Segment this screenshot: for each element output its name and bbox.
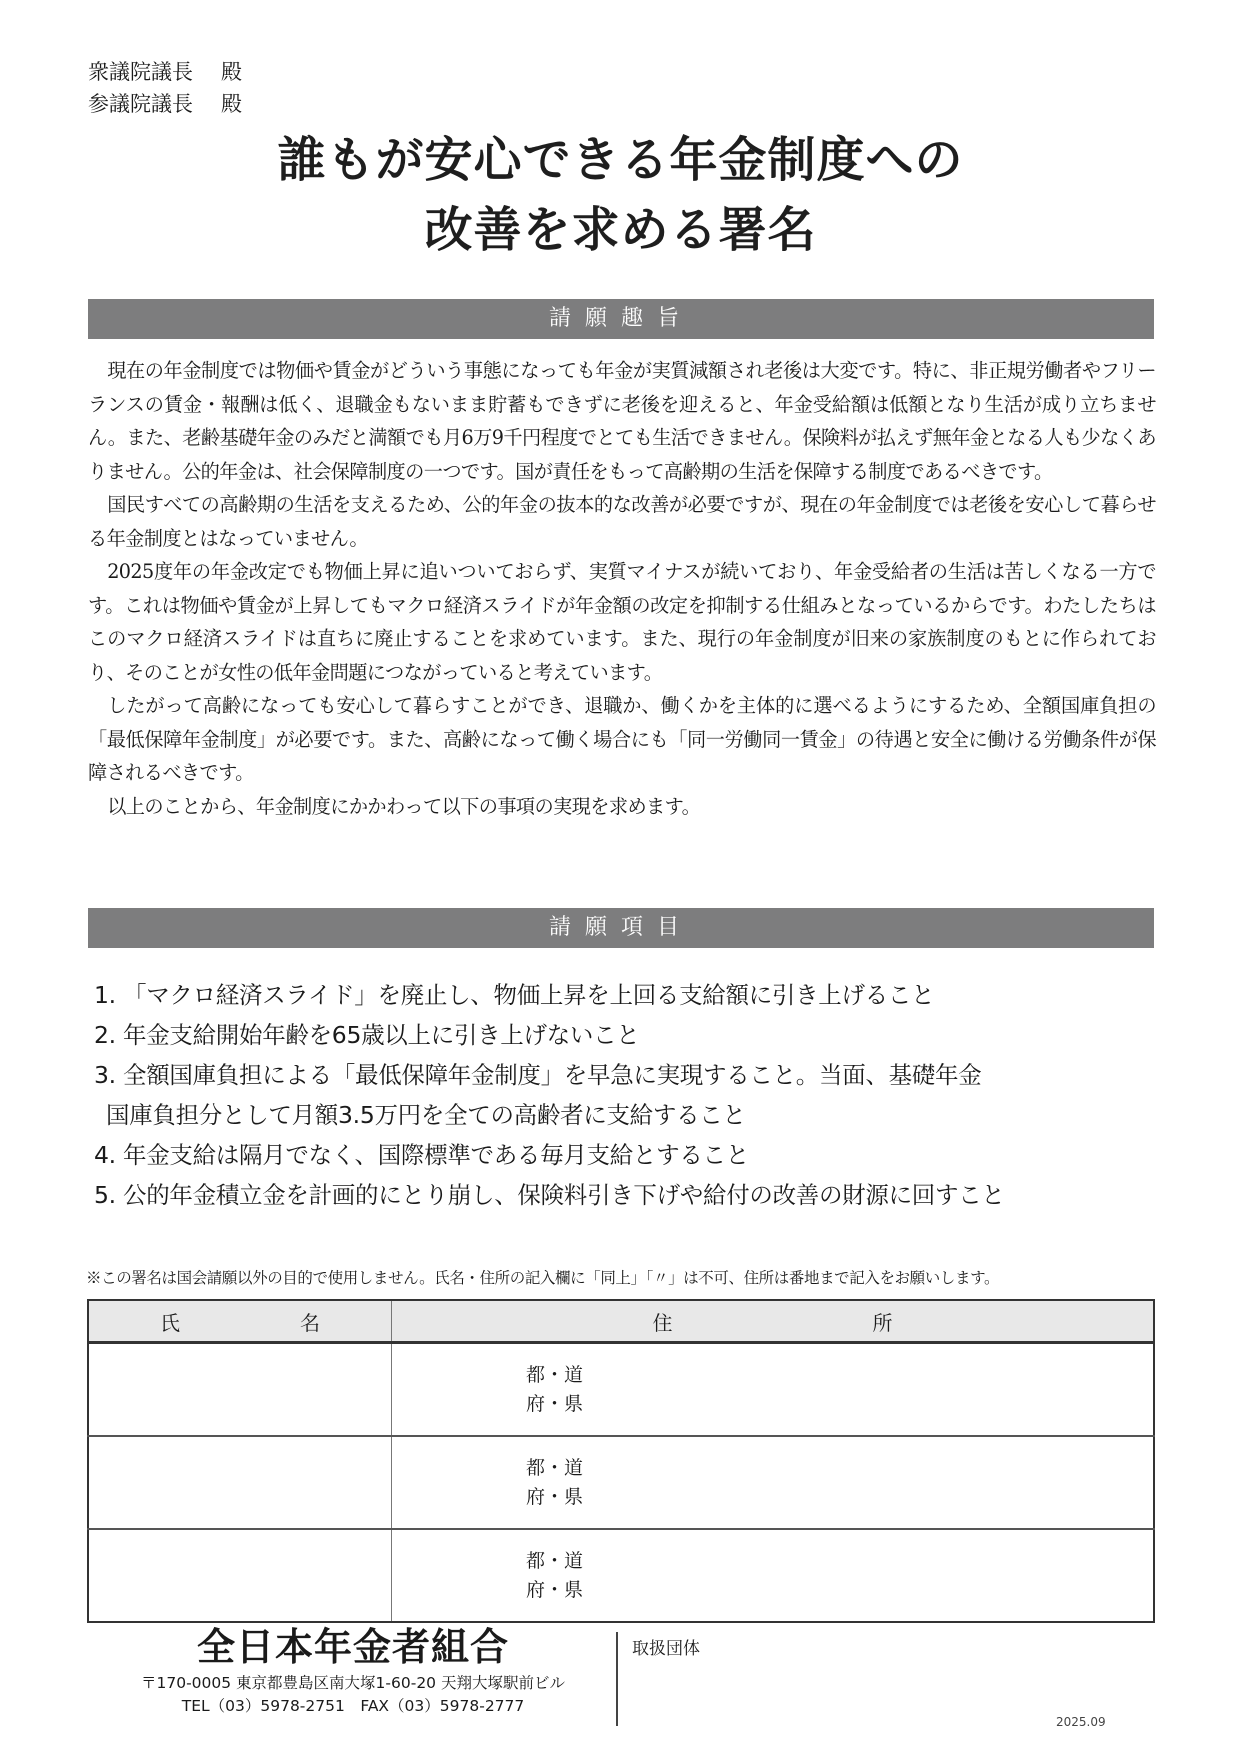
table-row — [88, 1529, 1154, 1622]
petition-items-list — [94, 975, 1164, 1215]
name-field[interactable] — [88, 1529, 392, 1622]
list-item: 1. 「マクロ経済スライド」を廃止し、物価上昇を上回る支給額に引き上げること — [94, 981, 935, 1009]
usage-note: ※この署名は国会請願以外の目的で使用しません。氏名・住所の記入欄に「同上」「〃」は不可、住所は番地まで記入をお願いします。 — [86, 1269, 1000, 1287]
list-item-continuation: 国庫負担分として月額3.5万円を全ての高齢者に支給すること — [106, 1101, 746, 1129]
title-line-2: 改善を求める署名 — [424, 202, 817, 258]
addressee-house-of-councillors: 参議院議長 殿 — [88, 92, 242, 116]
petition-purpose-text — [88, 354, 1156, 823]
paragraph: 2025度年の年金改定でも物価上昇に追いついておらず、実質マイナスが続いており、年金受給者の生活は苦しくなる一方です。これは物価や賃金が上昇してもマクロ経済スライドが年金額の改定を抑制する仕組みとなっているからです。わたしたちはこのマクロ経済スライドは直ちに廃止することを求めています。また、現行の年金制度が旧来の家族制度のもとに作られており、そのことが女性の低年金問題につながっていると考えています。 — [88, 560, 1156, 684]
handler-label: 取扱団体 — [632, 1639, 700, 1659]
address-field[interactable]: 都・道 府・県 — [392, 1436, 1155, 1529]
table-row — [88, 1436, 1154, 1529]
list-item: 3. 全額国庫負担による「最低保障年金制度」を早急に実現すること。当面、基礎年金 — [94, 1061, 982, 1089]
list-item: 5. 公的年金積立金を計画的にとり崩し、保険料引き下げや給付の改善の財源に回すこと — [94, 1181, 1005, 1209]
issue-date: 2025.09 — [1056, 1715, 1106, 1729]
list-item: 4. 年金支給は隔月でなく、国際標準である毎月支給とすること — [94, 1141, 749, 1169]
paragraph: 現在の年金制度では物価や賃金がどういう事態になっても年金が実質減額され老後は大変です。特に、非正規労働者やフリーランスの賃金・報酬は低く、退職金もないまま貯蓄もできずに老後を迎えると、年金受給額は低額となり生活が成り立ちません。また、老齢基礎年金のみだと満額でも月6万9千円程度でとても生活できません。保険料が払えず無年金となる人も少なくありません。公的年金は、社会保障制度の一つです。国が責任をもって高齢期の生活を保障する制度であるべきです。 — [88, 359, 1156, 483]
address-field[interactable]: 都・道 府・県 — [392, 1529, 1155, 1622]
list-item: 2. 年金支給開始年齢を65歳以上に引き上げないこと — [94, 1021, 640, 1049]
section-heading-items: 請願項目 — [88, 908, 1154, 948]
paragraph: したがって高齢になっても安心して暮らすことができ、退職か、働くかを主体的に選べるようにするため、全額国庫負担の「最低保障年金制度」が必要です。また、高齢になって働く場合にも「同一労働同一賃金」の待遇と安全に働ける労働条件が保障されるべきです。 — [88, 694, 1156, 784]
address-field[interactable]: 都・道 府・県 — [392, 1343, 1155, 1437]
title-line-1: 誰もが安心できる年金制度への — [277, 132, 964, 188]
name-field[interactable] — [88, 1436, 392, 1529]
addressees — [88, 56, 242, 120]
document-title — [0, 125, 1241, 265]
table-row — [88, 1343, 1154, 1437]
paragraph: 以上のことから、年金制度にかかわって以下の事項の実現を求めます。 — [107, 794, 701, 818]
organization-contact: TEL（03）5978-2751 FAX（03）5978-2777 — [181, 1697, 525, 1715]
divider — [616, 1632, 618, 1726]
organization-address: 〒170-0005 東京都豊島区南大塚1-60-20 天翔大塚駅前ビル — [141, 1674, 565, 1692]
organization-block — [88, 1622, 618, 1718]
header-address: 住 所 — [392, 1300, 1155, 1343]
addressee-house-of-representatives: 衆議院議長 殿 — [88, 60, 242, 84]
section-heading-purpose: 請願趣旨 — [88, 299, 1154, 339]
table-header-row — [88, 1300, 1154, 1343]
paragraph: 国民すべての高齢期の生活を支えるため、公的年金の抜本的な改善が必要ですが、現在の年金制度では老後を安心して暮らせる年金制度とはなっていません。 — [88, 493, 1156, 550]
header-name: 氏 名 — [88, 1300, 392, 1343]
organization-name: 全日本年金者組合 — [196, 1625, 509, 1669]
name-field[interactable] — [88, 1343, 392, 1437]
signature-table — [87, 1299, 1155, 1623]
